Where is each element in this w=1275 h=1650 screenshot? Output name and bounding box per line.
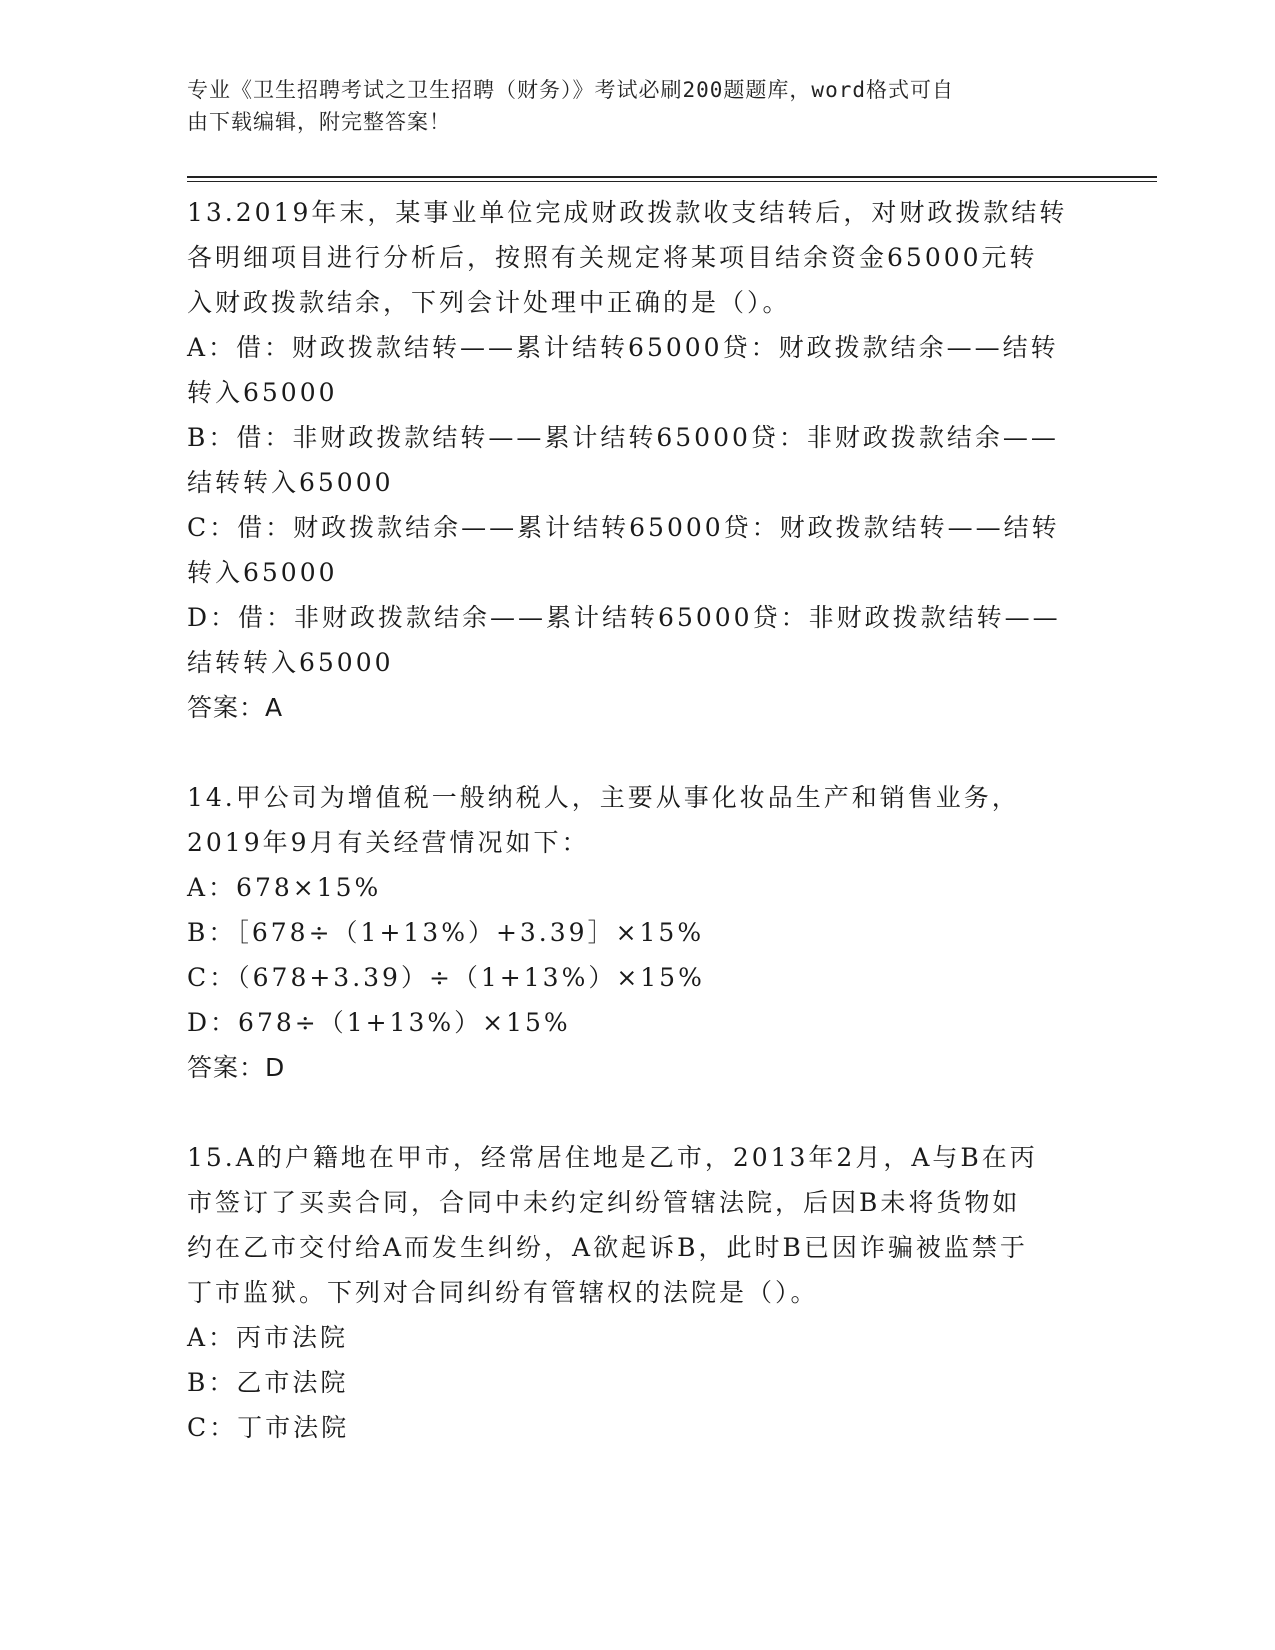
option-line: 结转转入65000 xyxy=(187,468,394,497)
answer-label: 答案：D xyxy=(187,1053,286,1082)
question-spacer xyxy=(187,1090,1082,1135)
header-divider-thin xyxy=(187,181,1157,182)
document-header xyxy=(187,74,1067,138)
option-line: D：借：非财政拨款结余——累计结转65000贷：非财政拨款结转—— xyxy=(187,603,1061,632)
question-stem-line: 丁市监狱。下列对合同纠纷有管辖权的法院是（）。 xyxy=(187,1278,819,1307)
option-c: C：（678+3.39）÷（1+13%）×15% xyxy=(187,963,705,992)
option-c: C：丁市法院 xyxy=(187,1413,350,1442)
question-stem-line: 入财政拨款结余，下列会计处理中正确的是（）。 xyxy=(187,288,791,317)
option-b: B：乙市法院 xyxy=(187,1368,349,1397)
question-stem-line: 2019年9月有关经营情况如下： xyxy=(187,828,590,857)
question-13 xyxy=(187,190,1082,730)
question-stem-line: 13.2019年末，某事业单位完成财政拨款收支结转后，对财政拨款结转 xyxy=(187,198,1068,227)
header-divider-thick xyxy=(187,176,1157,178)
header-line-1: 专业《卫生招聘考试之卫生招聘（财务）》考试必刷200题题库，word格式可自 xyxy=(187,78,954,102)
option-b xyxy=(187,415,1082,505)
option-line: 结转转入65000 xyxy=(187,648,394,677)
option-line: 转入65000 xyxy=(187,558,338,587)
question-stem-line: 约在乙市交付给A而发生纠纷，A欲起诉B，此时B已因诈骗被监禁于 xyxy=(187,1233,1028,1262)
option-line: B：借：非财政拨款结转——累计结转65000贷：非财政拨款结余—— xyxy=(187,423,1059,452)
option-c xyxy=(187,505,1082,595)
option-b: B：［678÷（1+13%）+3.39］×15% xyxy=(187,918,705,947)
option-a: A：678×15% xyxy=(187,873,382,902)
option-line: A：借：财政拨款结转——累计结转65000贷：财政拨款结余——结转 xyxy=(187,333,1059,362)
option-line: C：借：财政拨款结余——累计结转65000贷：财政拨款结转——结转 xyxy=(187,513,1060,542)
question-spacer xyxy=(187,730,1082,775)
header-line-2: 由下载编辑，附完整答案！ xyxy=(187,110,451,134)
option-a xyxy=(187,325,1082,415)
question-list xyxy=(187,190,1082,1450)
question-stem-line: 市签订了买卖合同，合同中未约定纠纷管辖法院，后因B未将货物如 xyxy=(187,1188,1021,1217)
question-stem-line: 15.A的户籍地在甲市，经常居住地是乙市，2013年2月，A与B在丙 xyxy=(187,1143,1038,1172)
question-stem-line: 各明细项目进行分析后，按照有关规定将某项目结余资金65000元转 xyxy=(187,243,1038,272)
question-14 xyxy=(187,775,1082,1090)
question-15 xyxy=(187,1135,1082,1450)
option-line: 转入65000 xyxy=(187,378,338,407)
answer-label: 答案：A xyxy=(187,693,284,722)
option-a: A：丙市法院 xyxy=(187,1323,349,1352)
option-d: D：678÷（1+13%）×15% xyxy=(187,1008,571,1037)
option-d xyxy=(187,595,1082,685)
question-stem-line: 14.甲公司为增值税一般纳税人，主要从事化妆品生产和销售业务， xyxy=(187,783,1020,812)
